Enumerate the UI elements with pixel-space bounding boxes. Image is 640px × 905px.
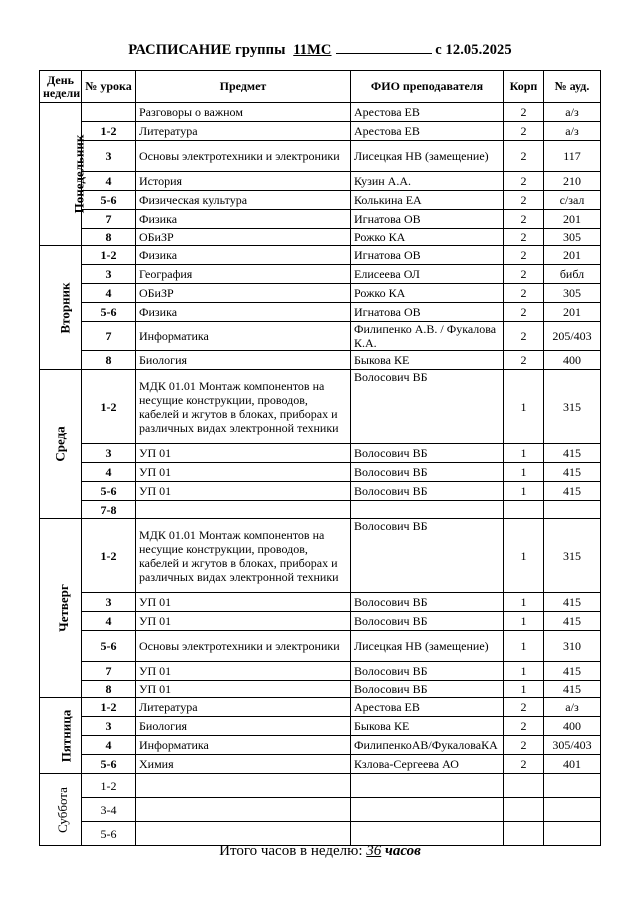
lesson-number: 5-6: [82, 303, 136, 322]
building-cell: 2: [504, 103, 544, 122]
building-cell: 2: [504, 736, 544, 755]
building-cell: 1: [504, 444, 544, 463]
room-cell: 415: [544, 612, 601, 631]
building-cell: [504, 774, 544, 798]
teacher-cell: Игнатова ОВ: [351, 246, 504, 265]
schedule-row: [40, 593, 601, 612]
header-room: № ауд.: [544, 71, 601, 103]
subject-cell: [136, 501, 351, 519]
header-row: [40, 71, 601, 103]
day-name: Пятница: [58, 709, 74, 762]
day-name: Суббота: [54, 786, 70, 833]
building-cell: [504, 822, 544, 846]
subject-cell: УП 01: [136, 444, 351, 463]
day-cell: [40, 370, 82, 519]
subject-cell: [136, 774, 351, 798]
schedule-row: [40, 822, 601, 846]
subject-cell: География: [136, 265, 351, 284]
building-cell: 1: [504, 631, 544, 662]
lesson-number: 4: [82, 463, 136, 482]
schedule-row: [40, 370, 601, 444]
teacher-cell: [351, 822, 504, 846]
lesson-number: 7: [82, 322, 136, 351]
subject-cell: Основы электротехники и электроники: [136, 141, 351, 172]
subject-cell: Основы электротехники и электроники: [136, 631, 351, 662]
lesson-number: 7: [82, 210, 136, 229]
building-cell: 2: [504, 246, 544, 265]
lesson-number: 3: [82, 444, 136, 463]
subject-cell: УП 01: [136, 463, 351, 482]
building-cell: [504, 501, 544, 519]
lesson-number: 7-8: [82, 501, 136, 519]
lesson-number: 8: [82, 351, 136, 370]
schedule-row: [40, 612, 601, 631]
teacher-cell: Волосович ВБ: [351, 662, 504, 681]
lesson-number: 1-2: [82, 370, 136, 444]
room-cell: 315: [544, 519, 601, 593]
subject-cell: Физика: [136, 303, 351, 322]
lesson-number: 1-2: [82, 246, 136, 265]
room-cell: 310: [544, 631, 601, 662]
day-cell: [40, 246, 82, 370]
footer-prefix: Итого часов в неделю:: [219, 843, 363, 859]
title-underline: [336, 43, 432, 54]
teacher-cell: Игнатова ОВ: [351, 210, 504, 229]
teacher-cell: Волосович ВБ: [351, 681, 504, 698]
subject-cell: Физика: [136, 246, 351, 265]
subject-cell: Химия: [136, 755, 351, 774]
building-cell: 2: [504, 172, 544, 191]
teacher-cell: Волосович ВБ: [351, 519, 504, 593]
building-cell: 1: [504, 593, 544, 612]
building-cell: 2: [504, 717, 544, 736]
lesson-number: 8: [82, 681, 136, 698]
room-cell: 400: [544, 351, 601, 370]
room-cell: 117: [544, 141, 601, 172]
schedule-row: [40, 103, 601, 122]
room-cell: а/з: [544, 103, 601, 122]
lesson-number: 4: [82, 736, 136, 755]
building-cell: [504, 798, 544, 822]
lesson-number: 5-6: [82, 631, 136, 662]
room-cell: 315: [544, 370, 601, 444]
room-cell: [544, 501, 601, 519]
schedule-body: [40, 103, 601, 846]
lesson-number: 5-6: [82, 482, 136, 501]
building-cell: 1: [504, 612, 544, 631]
room-cell: библ: [544, 265, 601, 284]
subject-cell: Литература: [136, 122, 351, 141]
room-cell: 201: [544, 303, 601, 322]
lesson-number: 8: [82, 229, 136, 246]
room-cell: а/з: [544, 122, 601, 141]
schedule-row: [40, 736, 601, 755]
subject-cell: Разговоры о важном: [136, 103, 351, 122]
room-cell: [544, 774, 601, 798]
day-name: Среда: [52, 426, 68, 462]
title-prefix: РАСПИСАНИЕ группы: [128, 42, 286, 58]
schedule-row: [40, 191, 601, 210]
schedule-row: [40, 351, 601, 370]
schedule-row: [40, 698, 601, 717]
teacher-cell: Лисецкая НВ (замещение): [351, 141, 504, 172]
room-cell: с/зал: [544, 191, 601, 210]
schedule-row: [40, 774, 601, 798]
building-cell: 2: [504, 265, 544, 284]
schedule-row: [40, 717, 601, 736]
subject-cell: МДК 01.01 Монтаж компонентов на несущие конструкции, проводов, кабелей и жгутов в блоках, приборах и различных видах электронной техники: [136, 519, 351, 593]
header-teacher: ФИО преподавателя: [351, 71, 504, 103]
schedule-row: [40, 122, 601, 141]
room-cell: [544, 822, 601, 846]
subject-cell: Биология: [136, 351, 351, 370]
teacher-cell: Арестова ЕВ: [351, 698, 504, 717]
teacher-cell: [351, 798, 504, 822]
teacher-cell: Елисеева ОЛ: [351, 265, 504, 284]
schedule-row: [40, 444, 601, 463]
teacher-cell: Колькина ЕА: [351, 191, 504, 210]
teacher-cell: Быкова КЕ: [351, 351, 504, 370]
subject-cell: МДК 01.01 Монтаж компонентов на несущие конструкции, проводов, кабелей и жгутов в блоках, приборах и различных видах электронной техники: [136, 370, 351, 444]
lesson-number: 3: [82, 717, 136, 736]
teacher-cell: ФилипенкоАВ/ФукаловаКА: [351, 736, 504, 755]
schedule-row: [40, 501, 601, 519]
hours-unit: часов: [385, 843, 421, 859]
room-cell: 305/403: [544, 736, 601, 755]
lesson-number: 5-6: [82, 191, 136, 210]
building-cell: 2: [504, 141, 544, 172]
teacher-cell: Кузин А.А.: [351, 172, 504, 191]
subject-cell: Литература: [136, 698, 351, 717]
building-cell: 2: [504, 351, 544, 370]
building-cell: 2: [504, 698, 544, 717]
day-name: Понедельник: [71, 134, 87, 214]
schedule-row: [40, 519, 601, 593]
lesson-number: 3: [82, 141, 136, 172]
schedule-row: [40, 662, 601, 681]
teacher-cell: Рожко КА: [351, 229, 504, 246]
header-day: День недели: [40, 71, 82, 103]
day-cell: [40, 103, 87, 246]
subject-cell: ОБиЗР: [136, 229, 351, 246]
schedule-row: [40, 141, 601, 172]
building-cell: 1: [504, 662, 544, 681]
subject-cell: ОБиЗР: [136, 284, 351, 303]
room-cell: 205/403: [544, 322, 601, 351]
lesson-number: 1-2: [82, 122, 136, 141]
subject-cell: Информатика: [136, 736, 351, 755]
room-cell: 201: [544, 210, 601, 229]
subject-cell: История: [136, 172, 351, 191]
room-cell: 201: [544, 246, 601, 265]
teacher-cell: [351, 501, 504, 519]
teacher-cell: Кзлова-Сергеева АО: [351, 755, 504, 774]
lesson-number: 4: [82, 612, 136, 631]
subject-cell: Информатика: [136, 322, 351, 351]
subject-cell: Физическая культура: [136, 191, 351, 210]
teacher-cell: Волосович ВБ: [351, 612, 504, 631]
day-cell: [40, 774, 82, 846]
room-cell: [544, 798, 601, 822]
building-cell: 1: [504, 370, 544, 444]
lesson-number: 5-6: [82, 755, 136, 774]
schedule-row: [40, 755, 601, 774]
room-cell: 210: [544, 172, 601, 191]
schedule-table: [39, 70, 601, 846]
schedule-row: [40, 210, 601, 229]
teacher-cell: Арестова ЕВ: [351, 103, 504, 122]
lesson-number: 4: [82, 284, 136, 303]
subject-cell: УП 01: [136, 482, 351, 501]
teacher-cell: Быкова КЕ: [351, 717, 504, 736]
schedule-row: [40, 463, 601, 482]
building-cell: 1: [504, 519, 544, 593]
group-name: 11МС: [293, 42, 332, 58]
schedule-row: [40, 303, 601, 322]
schedule-title: [0, 42, 640, 59]
teacher-cell: Волосович ВБ: [351, 463, 504, 482]
schedule-row: [40, 246, 601, 265]
room-cell: 401: [544, 755, 601, 774]
total-hours: 36: [366, 843, 382, 859]
teacher-cell: Филипенко А.В. / Фукалова К.А.: [351, 322, 504, 351]
teacher-cell: Волосович ВБ: [351, 593, 504, 612]
lesson-number: 4: [82, 172, 136, 191]
lesson-number: [82, 103, 136, 122]
room-cell: 415: [544, 482, 601, 501]
room-cell: 305: [544, 229, 601, 246]
weekly-total: [0, 843, 640, 860]
building-cell: 2: [504, 322, 544, 351]
title-date: с 12.05.2025: [435, 42, 512, 58]
schedule-row: [40, 631, 601, 662]
lesson-number: 7: [82, 662, 136, 681]
subject-cell: УП 01: [136, 612, 351, 631]
building-cell: 2: [504, 122, 544, 141]
room-cell: 415: [544, 681, 601, 698]
lesson-number: 5-6: [82, 822, 136, 846]
lesson-number: 1-2: [82, 774, 136, 798]
room-cell: а/з: [544, 698, 601, 717]
day-name: Вторник: [57, 281, 73, 334]
teacher-cell: Арестова ЕВ: [351, 122, 504, 141]
schedule-row: [40, 284, 601, 303]
header-building: Корп: [504, 71, 544, 103]
schedule-row: [40, 229, 601, 246]
subject-cell: [136, 822, 351, 846]
schedule-row: [40, 482, 601, 501]
lesson-number: 3: [82, 593, 136, 612]
lesson-number: 1-2: [82, 698, 136, 717]
teacher-cell: [351, 774, 504, 798]
teacher-cell: Игнатова ОВ: [351, 303, 504, 322]
schedule-row: [40, 322, 601, 351]
building-cell: 2: [504, 191, 544, 210]
schedule-row: [40, 681, 601, 698]
building-cell: 1: [504, 681, 544, 698]
header-lesson-number: № урока: [82, 71, 136, 103]
room-cell: 400: [544, 717, 601, 736]
subject-cell: УП 01: [136, 593, 351, 612]
teacher-cell: Волосович ВБ: [351, 370, 504, 444]
teacher-cell: Рожко КА: [351, 284, 504, 303]
day-name: Четверг: [55, 584, 71, 632]
day-cell: [40, 698, 82, 774]
header-subject: Предмет: [136, 71, 351, 103]
building-cell: 2: [504, 229, 544, 246]
teacher-cell: Лисецкая НВ (замещение): [351, 631, 504, 662]
subject-cell: УП 01: [136, 662, 351, 681]
room-cell: 415: [544, 662, 601, 681]
schedule-row: [40, 265, 601, 284]
lesson-number: 3: [82, 265, 136, 284]
lesson-number: 1-2: [82, 519, 136, 593]
room-cell: 415: [544, 593, 601, 612]
subject-cell: УП 01: [136, 681, 351, 698]
room-cell: 305: [544, 284, 601, 303]
lesson-number: 3-4: [82, 798, 136, 822]
building-cell: 1: [504, 463, 544, 482]
room-cell: 415: [544, 444, 601, 463]
building-cell: 2: [504, 755, 544, 774]
subject-cell: Биология: [136, 717, 351, 736]
schedule-row: [40, 798, 601, 822]
day-cell: [40, 519, 82, 698]
building-cell: 2: [504, 210, 544, 229]
building-cell: 1: [504, 482, 544, 501]
teacher-cell: Волосович ВБ: [351, 482, 504, 501]
room-cell: 415: [544, 463, 601, 482]
subject-cell: [136, 798, 351, 822]
teacher-cell: Волосович ВБ: [351, 444, 504, 463]
subject-cell: Физика: [136, 210, 351, 229]
building-cell: 2: [504, 303, 544, 322]
building-cell: 2: [504, 284, 544, 303]
schedule-row: [40, 172, 601, 191]
